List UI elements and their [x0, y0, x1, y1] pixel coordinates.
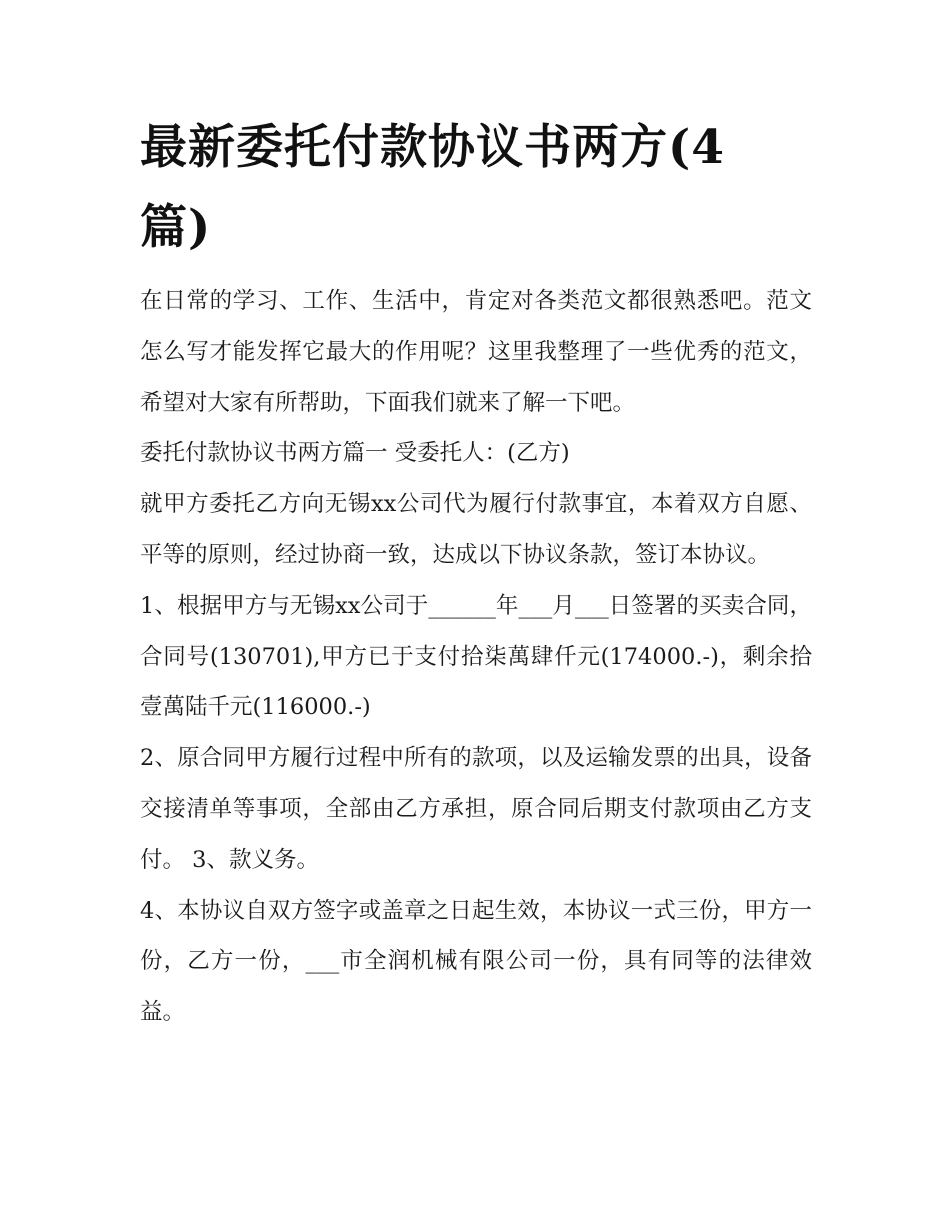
clause-1-paragraph: 1、根据甲方与无锡xx公司于______年___月___日签署的买卖合同，合同号(130701),甲方已于支付拾柒萬肆仟元(174000.-)，剩余拾壹萬陆千元(116000.-): [140, 592, 812, 721]
intro-paragraph: 在日常的学习、工作、生活中，肯定对各类范文都很熟悉吧。范文怎么写才能发挥它最大的作用呢？这里我整理了一些优秀的范文，希望对大家有所帮助，下面我们就来了解一下吧。: [140, 288, 812, 416]
document-body: [140, 276, 812, 1038]
clause-2-3-paragraph: 2、原合同甲方履行过程中所有的款项，以及运输发票的出具，设备交接清单等事项，全部由乙方承担，原合同后期支付款项由乙方支付。 3、款义务。: [140, 745, 812, 873]
document-title: 最新委托付款协议书两方(4篇): [140, 120, 725, 255]
preamble-paragraph: 就甲方委托乙方向无锡xx公司代为履行付款事宜，本着双方自愿、平等的原则，经过协商一致，达成以下协议条款，签订本协议。: [140, 491, 812, 568]
section-heading-paragraph: 委托付款协议书两方篇一 受委托人：(乙方): [140, 440, 570, 467]
clause-4-paragraph: 4、本协议自双方签字或盖章之日起生效，本协议一式三份，甲方一份，乙方一份，___市全润机械有限公司一份，具有同等的法律效益。: [140, 897, 812, 1026]
